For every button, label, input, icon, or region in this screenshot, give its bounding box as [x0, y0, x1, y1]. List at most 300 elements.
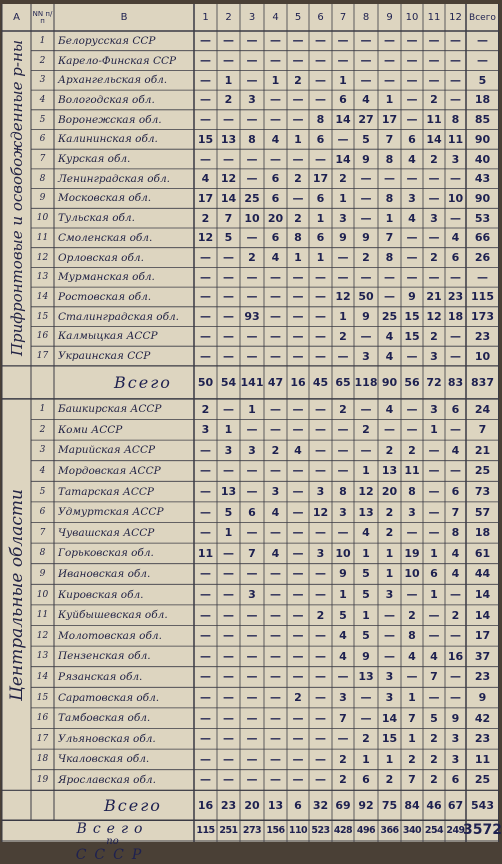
front-value-cell: 9: [339, 231, 347, 245]
central-value-cell: —: [270, 567, 281, 581]
central-value-cell: 3: [224, 443, 233, 457]
front-value-cell: 3: [430, 211, 438, 225]
front-value-cell: 1: [271, 73, 280, 87]
central-value-cell: 3: [316, 546, 325, 560]
front-value-cell: 14: [220, 191, 237, 205]
front-value-cell: —: [270, 270, 281, 284]
front-row-number: 9: [39, 193, 46, 204]
central-value-cell: —: [200, 732, 211, 746]
central-row-number: 14: [36, 671, 49, 682]
central-value-cell: —: [428, 443, 440, 457]
central-value-cell: —: [270, 464, 281, 478]
front-value-cell: 14: [335, 113, 351, 127]
front-region-name: Смоленская обл.: [58, 231, 153, 244]
front-value-cell: 8: [316, 113, 325, 127]
front-value-cell: 15: [197, 132, 214, 146]
front-value-cell: 1: [224, 73, 233, 87]
central-value-cell: —: [315, 567, 326, 581]
central-value-cell: 6: [451, 773, 460, 787]
central-value-cell: —: [270, 629, 281, 643]
central-value-cell: 9: [451, 711, 460, 725]
central-value-cell: 2: [271, 443, 280, 457]
central-value-cell: 4: [430, 649, 438, 663]
front-value-cell: —: [270, 93, 281, 107]
central-value-cell: 1: [385, 546, 394, 560]
front-value-cell: 2: [339, 329, 347, 343]
front-value-cell: —: [270, 290, 281, 304]
front-value-cell: 4: [451, 231, 460, 245]
front-region-name: Калмыцкая АССР: [58, 330, 158, 343]
grand-total-cell: 110: [288, 824, 308, 836]
central-value-cell: —: [223, 464, 234, 478]
central-value-cell: —: [270, 711, 281, 725]
central-value-cell: 6: [451, 485, 460, 499]
central-value-cell: 4: [451, 443, 460, 457]
central-value-cell: 2: [451, 608, 460, 622]
central-row-total: 73: [474, 485, 491, 499]
central-total-label: Всего: [104, 795, 162, 815]
central-row-number: 6: [39, 507, 46, 518]
central-value-cell: —: [384, 608, 395, 622]
central-value-cell: 6: [248, 505, 256, 519]
front-region-name: Ленинградская обл.: [58, 172, 170, 185]
front-value-cell: —: [246, 290, 258, 304]
central-row-total: 57: [474, 505, 491, 519]
central-value-cell: 1: [224, 526, 233, 540]
front-region-name: Вологодская обл.: [58, 93, 155, 106]
central-value-cell: —: [270, 608, 281, 622]
central-value-cell: —: [337, 732, 349, 746]
central-value-cell: 2: [316, 608, 325, 622]
front-total-cell: 56: [404, 375, 420, 389]
front-value-cell: —: [450, 270, 461, 284]
central-region-name: Мордовская АССР: [58, 464, 161, 477]
front-row-total: —: [477, 270, 488, 284]
central-value-cell: —: [292, 567, 304, 581]
front-value-cell: 4: [385, 349, 394, 363]
central-value-cell: —: [223, 752, 234, 766]
front-value-cell: —: [315, 34, 326, 48]
central-total-cell: 23: [220, 798, 237, 812]
front-value-cell: —: [360, 211, 372, 225]
front-value-cell: —: [337, 54, 349, 68]
central-value-cell: 20: [381, 485, 398, 499]
front-value-cell: 20: [267, 211, 284, 225]
front-value-cell: 12: [220, 172, 237, 186]
central-value-cell: 5: [224, 505, 233, 519]
front-row-number: 3: [39, 75, 46, 86]
front-value-cell: 7: [224, 211, 233, 225]
front-value-cell: —: [246, 349, 258, 363]
front-total-cell: 90: [381, 375, 398, 389]
front-region-name: Калининская обл.: [58, 133, 158, 146]
front-section-title: Прифронтовые и освобожденные р-ны: [7, 40, 26, 357]
central-value-cell: 13: [358, 505, 374, 519]
central-row-number: 7: [39, 527, 46, 538]
front-value-cell: —: [246, 54, 258, 68]
central-value-cell: —: [292, 732, 304, 746]
front-value-cell: —: [270, 329, 281, 343]
central-row-number: 16: [36, 713, 49, 724]
central-row-number: 17: [36, 733, 49, 744]
front-row-total: 115: [471, 290, 494, 304]
central-value-cell: —: [292, 526, 304, 540]
front-value-cell: 15: [404, 310, 420, 324]
front-value-cell: —: [360, 191, 372, 205]
front-value-cell: —: [428, 54, 440, 68]
central-row-total: 14: [474, 588, 491, 602]
central-value-cell: 4: [271, 505, 280, 519]
central-value-cell: 2: [385, 773, 394, 787]
front-value-cell: —: [270, 310, 281, 324]
front-row-number: 7: [39, 154, 46, 165]
central-value-cell: —: [315, 629, 326, 643]
central-value-cell: —: [270, 423, 281, 437]
header-col-2: 2: [225, 12, 232, 23]
front-value-cell: —: [384, 34, 395, 48]
front-value-cell: 8: [248, 132, 256, 146]
central-value-cell: —: [270, 732, 281, 746]
front-value-cell: —: [292, 34, 304, 48]
central-value-cell: —: [200, 526, 211, 540]
front-value-cell: 27: [358, 113, 374, 127]
front-value-cell: —: [200, 93, 211, 107]
header-col-12: 12: [449, 12, 462, 23]
front-row-number: 13: [36, 272, 49, 283]
front-value-cell: —: [200, 329, 211, 343]
central-value-cell: —: [200, 608, 211, 622]
front-value-cell: —: [200, 54, 211, 68]
header-col-b: В: [120, 12, 128, 23]
central-value-cell: 4: [408, 649, 416, 663]
central-value-cell: 3: [248, 588, 256, 602]
central-value-cell: 2: [408, 443, 416, 457]
central-value-cell: 2: [339, 752, 347, 766]
front-value-cell: 2: [294, 211, 302, 225]
front-value-cell: 4: [408, 211, 416, 225]
front-value-cell: —: [246, 34, 258, 48]
front-value-cell: 9: [408, 290, 416, 304]
front-row-number: 5: [39, 114, 46, 125]
front-value-cell: —: [270, 113, 281, 127]
front-row-number: 16: [36, 331, 49, 342]
central-row-number: 8: [39, 548, 46, 559]
front-value-cell: —: [292, 290, 304, 304]
central-row-total: 14: [474, 608, 491, 622]
central-total-cell: 32: [312, 798, 329, 812]
central-value-cell: —: [450, 464, 461, 478]
front-value-cell: —: [270, 34, 281, 48]
central-value-cell: —: [406, 402, 418, 416]
front-region-name: Белорусская ССР: [58, 34, 156, 47]
front-row-total: 26: [474, 251, 491, 265]
front-region-name: Воронежская обл.: [58, 113, 162, 126]
central-value-cell: 3: [385, 670, 394, 684]
central-value-cell: —: [270, 402, 281, 416]
central-value-cell: —: [270, 588, 281, 602]
central-row-total: 25: [474, 464, 491, 478]
front-value-cell: —: [384, 54, 395, 68]
central-value-cell: —: [450, 691, 461, 705]
central-value-cell: —: [200, 485, 211, 499]
central-row-number: 5: [39, 486, 46, 497]
central-value-cell: —: [292, 546, 304, 560]
front-value-cell: —: [315, 152, 326, 166]
front-value-cell: —: [246, 231, 258, 245]
front-value-cell: 1: [339, 310, 347, 324]
central-value-cell: —: [406, 526, 418, 540]
front-value-cell: 15: [404, 329, 420, 343]
central-value-cell: —: [246, 773, 258, 787]
front-value-cell: 4: [385, 329, 394, 343]
front-value-cell: —: [292, 191, 304, 205]
front-value-cell: 5: [224, 231, 233, 245]
central-value-cell: —: [246, 732, 258, 746]
front-row-number: 12: [36, 252, 49, 263]
central-value-cell: 1: [362, 464, 370, 478]
central-value-cell: 12: [358, 485, 374, 499]
central-region-name: Саратовская обл.: [58, 691, 160, 704]
central-region-name: Куйбышевская обл.: [58, 609, 168, 622]
front-value-cell: —: [200, 251, 211, 265]
central-value-cell: —: [246, 526, 258, 540]
central-value-cell: —: [200, 773, 211, 787]
central-value-cell: 4: [451, 567, 460, 581]
front-grand-cell: 837: [471, 375, 494, 389]
central-value-cell: —: [428, 691, 440, 705]
front-row-total: 23: [474, 329, 491, 343]
central-value-cell: 2: [430, 732, 438, 746]
central-region-name: Марийская АССР: [58, 444, 156, 457]
central-row-total: 42: [474, 711, 491, 725]
front-total-cell: 54: [220, 375, 237, 389]
central-value-cell: —: [246, 649, 258, 663]
front-value-cell: 12: [197, 231, 214, 245]
central-value-cell: —: [337, 464, 349, 478]
front-total-cell: 72: [426, 375, 442, 389]
central-value-cell: 1: [430, 423, 438, 437]
header-col-8: 8: [362, 12, 370, 23]
central-value-cell: 10: [404, 567, 420, 581]
front-value-cell: —: [223, 290, 234, 304]
grand-total-label-3: СССР: [75, 847, 150, 864]
central-value-cell: 4: [339, 629, 347, 643]
central-value-cell: 9: [362, 649, 370, 663]
header-col-9: 9: [386, 12, 393, 23]
front-value-cell: 25: [381, 310, 398, 324]
header-col-a: А: [13, 12, 20, 23]
front-value-cell: 3: [248, 93, 256, 107]
front-value-cell: 17: [381, 113, 398, 127]
front-region-name: Курская обл.: [58, 153, 131, 166]
front-value-cell: 4: [201, 172, 210, 186]
grand-total-label-2: по: [106, 836, 119, 848]
front-value-cell: —: [246, 73, 258, 87]
central-value-cell: —: [246, 608, 258, 622]
central-row-number: 3: [39, 445, 46, 456]
front-value-cell: 6: [316, 132, 325, 146]
central-value-cell: —: [406, 588, 418, 602]
front-value-cell: —: [223, 270, 234, 284]
front-value-cell: 2: [430, 251, 438, 265]
central-value-cell: —: [450, 629, 461, 643]
central-value-cell: —: [200, 629, 211, 643]
front-value-cell: —: [200, 310, 211, 324]
front-value-cell: 5: [362, 132, 370, 146]
grand-total-cell: 249: [446, 824, 465, 836]
front-value-cell: 8: [385, 152, 394, 166]
central-value-cell: 3: [271, 485, 280, 499]
central-value-cell: —: [223, 711, 234, 725]
front-row-total: 5: [478, 73, 487, 87]
front-value-cell: 2: [224, 93, 233, 107]
central-value-cell: —: [246, 423, 258, 437]
central-value-cell: 7: [339, 711, 347, 725]
front-value-cell: —: [360, 54, 372, 68]
central-row-number: 10: [36, 589, 49, 600]
central-value-cell: 3: [451, 752, 460, 766]
header-col-1: 1: [202, 12, 209, 23]
front-value-cell: —: [292, 310, 304, 324]
front-value-cell: —: [292, 93, 304, 107]
front-value-cell: 6: [271, 172, 280, 186]
central-value-cell: —: [223, 732, 234, 746]
front-value-cell: —: [360, 73, 372, 87]
front-value-cell: 8: [294, 231, 302, 245]
central-value-cell: —: [450, 588, 461, 602]
ledger-sheet: [2, 4, 502, 864]
front-total-cell: 118: [354, 375, 378, 389]
front-row-number: 6: [39, 134, 46, 145]
central-value-cell: —: [292, 629, 304, 643]
front-region-name: Тульская обл.: [58, 212, 135, 225]
front-value-cell: —: [223, 34, 234, 48]
central-row-number: 9: [39, 568, 46, 579]
front-value-cell: 4: [271, 251, 280, 265]
central-value-cell: 4: [451, 546, 460, 560]
front-row-total: 10: [474, 349, 491, 363]
front-value-cell: —: [315, 93, 326, 107]
central-value-cell: —: [246, 711, 258, 725]
front-value-cell: 21: [426, 290, 442, 304]
central-value-cell: 2: [430, 752, 438, 766]
central-value-cell: 1: [430, 546, 438, 560]
front-value-cell: 8: [385, 251, 394, 265]
front-value-cell: —: [223, 349, 234, 363]
central-value-cell: —: [337, 526, 349, 540]
front-value-cell: 14: [335, 152, 351, 166]
central-value-cell: —: [315, 691, 326, 705]
front-value-cell: —: [428, 34, 440, 48]
central-row-total: 24: [474, 402, 491, 416]
central-value-cell: 1: [408, 732, 416, 746]
front-row-total: 90: [474, 191, 491, 205]
front-region-name: Московская обл.: [58, 192, 152, 205]
central-value-cell: 6: [362, 773, 370, 787]
central-value-cell: 8: [451, 526, 460, 540]
central-value-cell: 2: [385, 526, 394, 540]
front-total-cell: 45: [312, 375, 329, 389]
front-value-cell: —: [315, 310, 326, 324]
front-value-cell: —: [384, 172, 395, 186]
front-row-number: 2: [39, 55, 46, 66]
front-value-cell: 6: [451, 251, 460, 265]
header-col-7: 7: [339, 12, 347, 23]
front-value-cell: —: [223, 329, 234, 343]
central-value-cell: —: [223, 670, 234, 684]
central-value-cell: 3: [385, 588, 394, 602]
central-value-cell: —: [200, 670, 211, 684]
front-value-cell: —: [406, 251, 418, 265]
central-value-cell: 1: [385, 567, 394, 581]
front-value-cell: —: [450, 73, 461, 87]
front-value-cell: —: [246, 329, 258, 343]
central-value-cell: —: [360, 711, 372, 725]
central-value-cell: —: [315, 402, 326, 416]
header-col-10: 10: [405, 12, 419, 23]
front-row-total: 66: [474, 231, 491, 245]
central-value-cell: 2: [385, 505, 394, 519]
front-value-cell: —: [270, 152, 281, 166]
central-value-cell: —: [337, 670, 349, 684]
central-value-cell: —: [315, 711, 326, 725]
central-value-cell: —: [292, 588, 304, 602]
central-row-number: 18: [36, 754, 49, 765]
front-value-cell: —: [292, 152, 304, 166]
front-value-cell: 11: [447, 132, 464, 146]
central-value-cell: —: [223, 546, 234, 560]
central-value-cell: —: [200, 443, 211, 457]
central-value-cell: 3: [316, 485, 325, 499]
central-value-cell: —: [292, 505, 304, 519]
central-value-cell: 3: [408, 505, 416, 519]
central-region-name: Горьковская обл.: [58, 547, 154, 560]
front-value-cell: —: [450, 329, 461, 343]
front-value-cell: 2: [294, 73, 302, 87]
central-value-cell: —: [292, 773, 304, 787]
central-row-total: 37: [474, 649, 491, 663]
front-value-cell: —: [450, 349, 461, 363]
central-total-cell: 6: [294, 798, 302, 812]
central-value-cell: 2: [201, 402, 210, 416]
central-region-name: Тамбовская обл.: [58, 712, 151, 725]
front-value-cell: 25: [244, 191, 260, 205]
central-value-cell: —: [270, 526, 281, 540]
central-region-name: Пензенская обл.: [58, 650, 151, 663]
front-value-cell: 3: [362, 349, 370, 363]
front-value-cell: —: [337, 34, 349, 48]
front-row-total: —: [477, 54, 488, 68]
front-value-cell: 7: [385, 132, 394, 146]
central-region-name: Коми АССР: [58, 423, 123, 436]
front-value-cell: 1: [385, 211, 394, 225]
front-value-cell: —: [384, 73, 395, 87]
central-region-name: Башкирская АССР: [58, 403, 162, 416]
central-value-cell: —: [315, 588, 326, 602]
central-row-total: 23: [474, 670, 491, 684]
central-value-cell: 1: [339, 588, 347, 602]
grand-total-cell: 273: [242, 824, 262, 836]
central-value-cell: 9: [339, 567, 347, 581]
central-value-cell: 16: [447, 649, 464, 663]
front-value-cell: —: [450, 34, 461, 48]
central-value-cell: 7: [248, 546, 256, 560]
front-value-cell: 3: [430, 349, 438, 363]
header-col-5: 5: [294, 12, 302, 23]
front-value-cell: 2: [248, 251, 256, 265]
central-region-name: Молотовская обл.: [58, 629, 162, 642]
front-value-cell: 1: [339, 191, 347, 205]
